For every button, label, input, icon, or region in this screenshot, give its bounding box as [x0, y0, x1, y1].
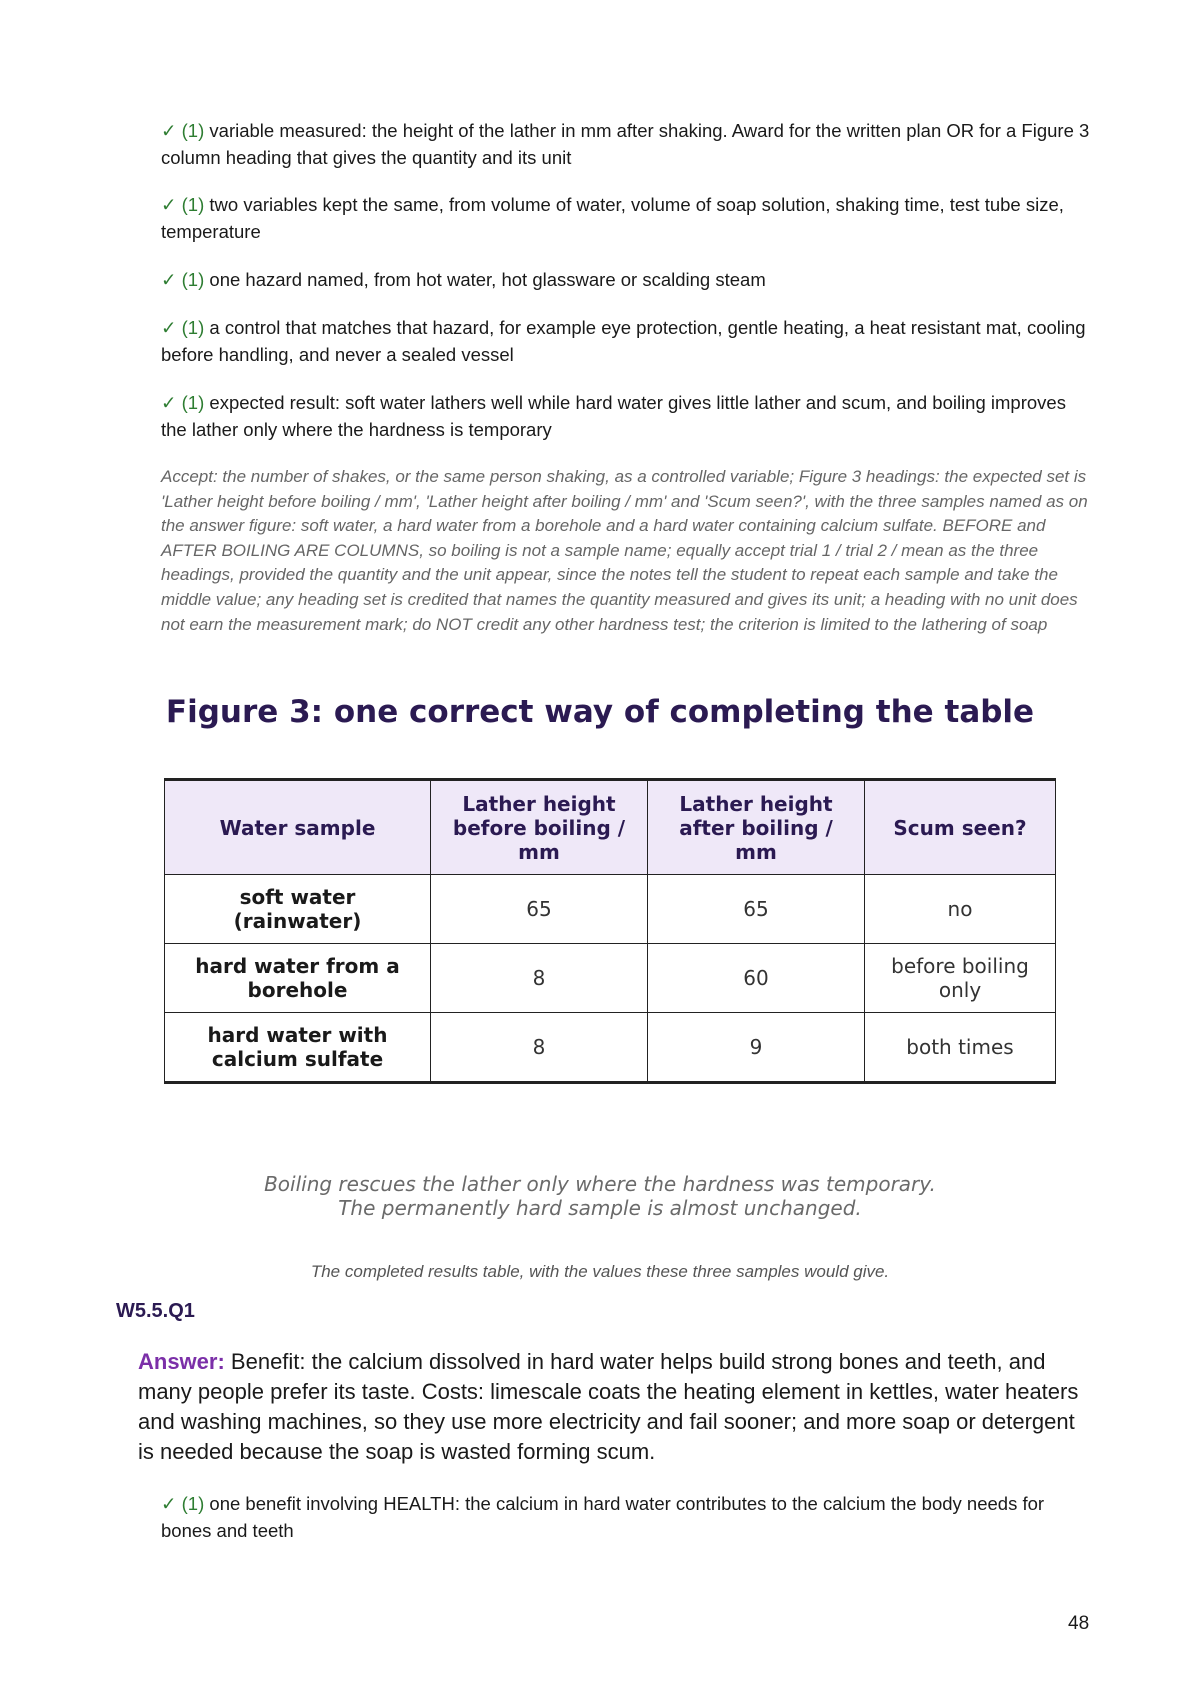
table-row — [165, 944, 1056, 1013]
tick-mark: ✓ (1) — [161, 120, 205, 141]
mark-criterion — [161, 389, 1091, 443]
table-cell: 8 — [431, 944, 648, 1013]
header-row — [165, 780, 1056, 875]
mark-criterion — [161, 1490, 1091, 1544]
table-cell: 60 — [648, 944, 865, 1013]
mark-criterion — [161, 266, 1091, 293]
column-header: Scum seen? — [865, 780, 1056, 875]
criterion-text: two variables kept the same, from volume of water, volume of soap solution, shaking time, test tube size, temperature — [161, 194, 1064, 242]
criterion-text: one benefit involving HEALTH: the calcium in hard water contributes to the calcium the body needs for bones and teeth — [161, 1493, 1045, 1541]
column-header: Water sample — [165, 780, 431, 875]
tick-mark: ✓ (1) — [161, 317, 205, 338]
table-cell: no — [865, 875, 1056, 944]
mark-criterion — [161, 191, 1091, 245]
tick-mark: ✓ (1) — [161, 194, 205, 215]
table-cell: 9 — [648, 1013, 865, 1083]
tick-mark: ✓ (1) — [161, 1493, 205, 1514]
sample-name: hard water from a borehole — [165, 944, 431, 1013]
tick-mark: ✓ (1) — [161, 392, 205, 413]
answer-text: Benefit: the calcium dissolved in hard water helps build strong bones and teeth, and many people prefer its taste. Costs: limescale coats the heating element in kettles, water heaters and washing machines, so they use more electricity and fail sooner; and more soap or detergent is needed because the soap is wasted forming scum. — [138, 1349, 1079, 1464]
results-table — [164, 778, 1056, 1084]
mark-criterion — [161, 314, 1091, 368]
table-cell: 65 — [431, 875, 648, 944]
figure-note-line: The permanently hard sample is almost unchanged. — [338, 1196, 862, 1220]
answer-label: Answer: — [138, 1349, 225, 1374]
figure-caption: The completed results table, with the values these three samples would give. — [310, 1262, 890, 1281]
table-cell: 65 — [648, 875, 865, 944]
page-number: 48 — [1068, 1613, 1090, 1634]
table-cell: before boiling only — [865, 944, 1056, 1013]
table-row — [165, 875, 1056, 944]
criterion-text: one hazard named, from hot water, hot glassware or scalding steam — [209, 269, 766, 290]
criterion-text: variable measured: the height of the lather in mm after shaking. Award for the written plan OR for a Figure 3 column heading that gives the quantity and its unit — [161, 120, 1090, 168]
mark-criterion — [161, 117, 1091, 171]
answer-paragraph — [138, 1347, 1083, 1467]
sample-name: soft water (rainwater) — [165, 875, 431, 944]
table-row — [165, 1013, 1056, 1083]
criterion-text: a control that matches that hazard, for example eye protection, gentle heating, a heat resistant mat, cooling before handling, and never a sealed vessel — [161, 317, 1086, 365]
figure-note-line: Boiling rescues the lather only where the hardness was temporary. — [264, 1172, 936, 1196]
table-cell: 8 — [431, 1013, 648, 1083]
accept-note: Accept: the number of shakes, or the same person shaking, as a controlled variable; Figure 3 headings: the expected set is 'Lather height before boiling / mm', 'Lather height after boiling / mm' and 'Scum seen?', with the three samples named as on the answer figure: soft water, a hard water from a borehole and a hard water containing calcium sulfate. BEFORE and AFTER BOILING ARE COLUMNS, so boiling is not a sample name; equally accept trial 1 / trial 2 / mean as the three headings, provided the quantity and the unit appear, since the notes tell the student to repeat each sample and take the middle value; any heading set is credited that names the quantity measured and gives its unit; a heading with no unit does not earn the measurement mark; do NOT credit any other hardness test; the criterion is limited to the lathering of soap — [161, 467, 1088, 634]
criterion-text: expected result: soft water lathers well while hard water gives little lather and scum, and boiling improves the lather only where the hardness is temporary — [161, 392, 1066, 440]
column-header: Lather height before boiling / mm — [431, 780, 648, 875]
tick-mark: ✓ (1) — [161, 269, 205, 290]
figure-note — [0, 1172, 1200, 1220]
column-header: Lather height after boiling / mm — [648, 780, 865, 875]
question-id: W5.5.Q1 — [116, 1300, 195, 1322]
sample-name: hard water with calcium sulfate — [165, 1013, 431, 1083]
figure-title: Figure 3: one correct way of completing the table — [165, 694, 1035, 730]
table-cell: both times — [865, 1013, 1056, 1083]
